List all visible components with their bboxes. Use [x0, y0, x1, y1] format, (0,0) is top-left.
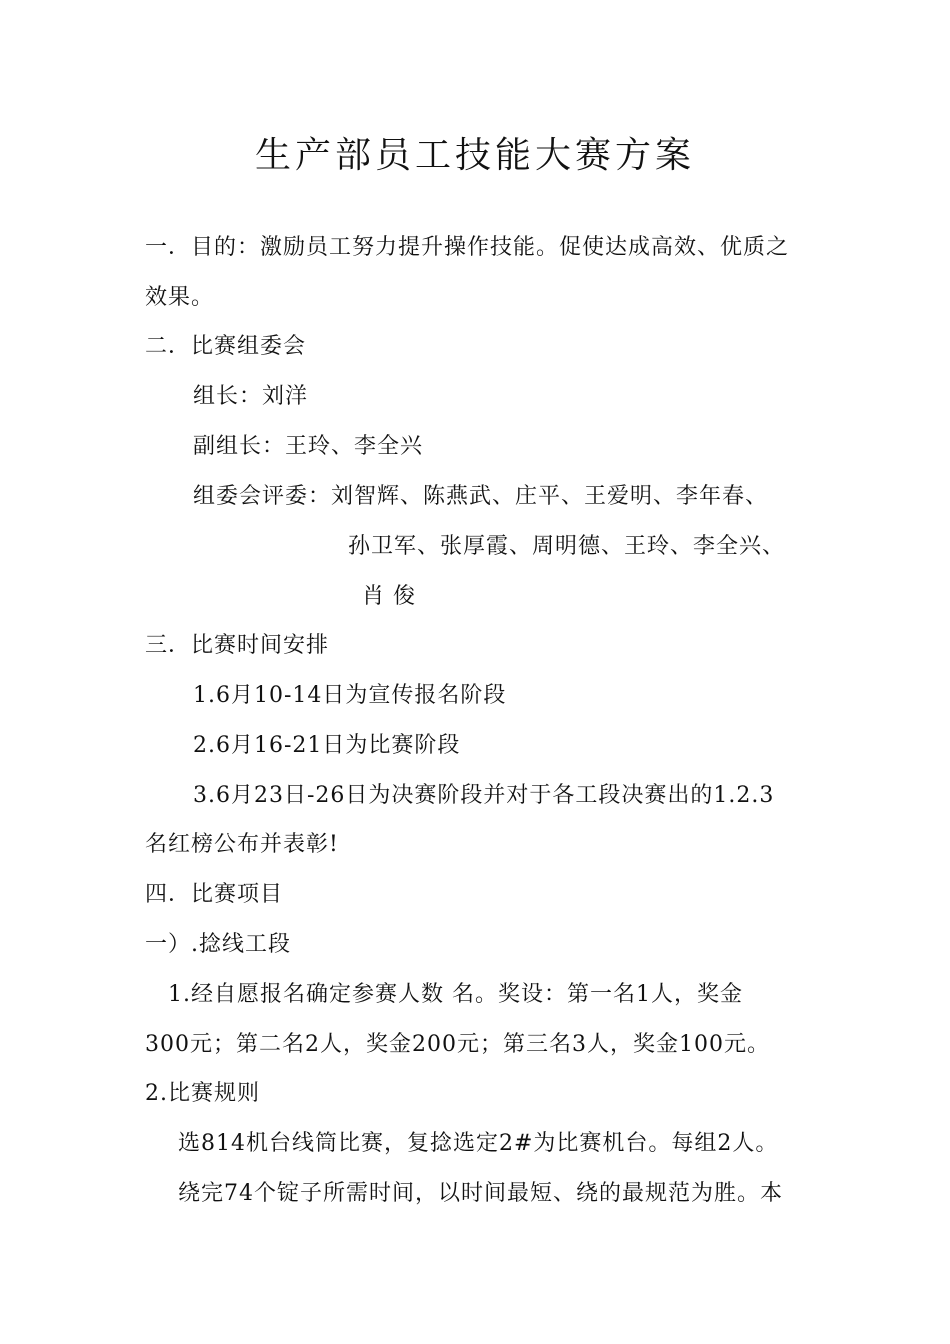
page-title: 生产部员工技能大赛方案 — [254, 135, 695, 176]
text-line-registration: 1.经自愿报名确定参赛人数 名。奖设：第一名1人，奖金 — [168, 982, 743, 1007]
subsection-heading-twisting: 一）.捻线工段 — [145, 932, 291, 957]
text-line-rules-1: 选814机台线筒比赛，复捻选定2#为比赛机台。每组2人。 — [178, 1131, 779, 1156]
schedule-item-3-cont: 名红榜公布并表彰! — [145, 832, 339, 857]
text-line-prizes: 300元；第二名2人，奖金200元；第三名3人，奖金100元。 — [145, 1032, 770, 1057]
section-heading-schedule: 三．比赛时间安排 — [145, 633, 330, 658]
text-line-leader: 组长：刘洋 — [193, 384, 309, 409]
text-line-judges: 组委会评委：刘智辉、陈燕武、庄平、王爱明、李年春、 — [193, 484, 769, 509]
section-heading-events: 四．比赛项目 — [145, 882, 284, 907]
schedule-item-1: 1.6月10-14日为宣传报名阶段 — [193, 683, 507, 708]
schedule-item-2: 2.6月16-21日为比赛阶段 — [193, 733, 461, 758]
schedule-item-3: 3.6月23日-26日为决赛阶段并对于各工段决赛出的1.2.3 — [193, 783, 775, 808]
text-line-judges-cont: 孙卫军、张厚霞、周明德、王玲、李全兴、 — [348, 534, 786, 559]
section-heading-committee: 二．比赛组委会 — [145, 334, 307, 359]
text-line-judges-last: 肖 俊 — [362, 584, 416, 609]
text-line-purpose-cont: 效果。 — [145, 285, 215, 310]
text-line-deputy-leader: 副组长：王玲、李全兴 — [193, 434, 424, 459]
text-line-rules-2: 绕完74个锭子所需时间，以时间最短、绕的最规范为胜。本 — [178, 1181, 783, 1206]
text-line-rules-heading: 2.比赛规则 — [145, 1081, 260, 1106]
text-line-purpose: 一．目的：激励员工努力提升操作技能。促使达成高效、优质之 — [145, 235, 790, 260]
